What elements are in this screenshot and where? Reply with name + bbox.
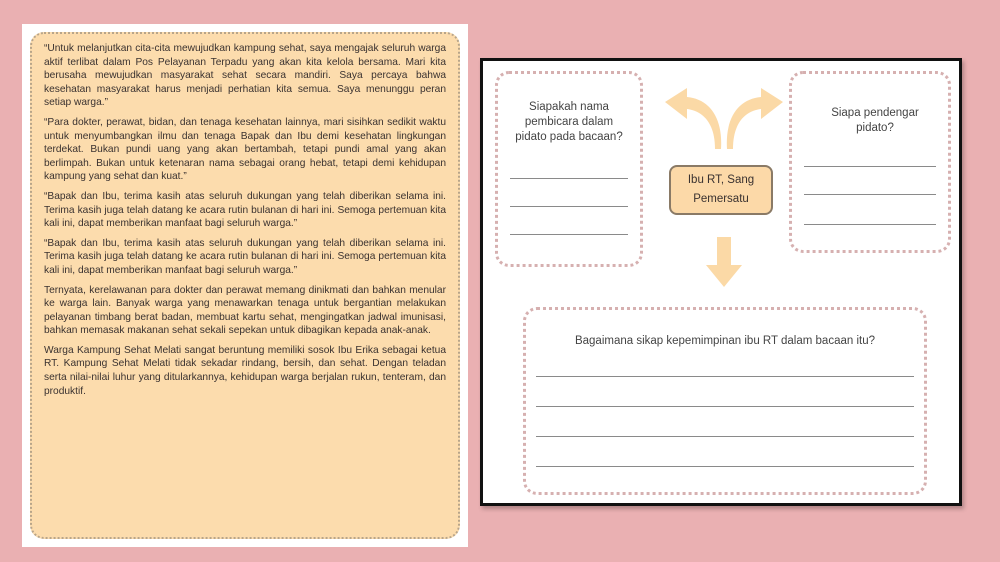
reading-text-box xyxy=(30,32,460,539)
listener-answer-line-3[interactable] xyxy=(804,224,936,225)
leadership-question: Bagaimana sikap kepemimpinan ibu RT dalam bacaan itu? xyxy=(574,335,876,347)
reading-panel xyxy=(22,24,468,547)
listener-question: Siapa pendengar pidato? xyxy=(831,107,919,134)
speaker-answer-line-2[interactable] xyxy=(510,206,628,207)
listener-answer-line-2[interactable] xyxy=(804,194,936,195)
speaker-answer-line-1[interactable] xyxy=(510,178,628,179)
reading-paragraph-5: Ternyata, kerelawanan para dokter dan perawat memang dinikmati dan bahkan menular ke warga lain. Banyak warga yang menawarkan tenaga untuk bergantian melakukan pelayanan timbang berat badan, membuat kartu sehat, mengingatkan jadwal imunisasi, bahkan memasak makanan sehat sekali sepekan untuk dibagikan kepada anak-anak. xyxy=(44,284,446,337)
reading-paragraph-2: “Para dokter, perawat, bidan, dan tenaga kesehatan lainnya, mari sisihkan sedikit waktu untuk menyumbangkan ilmu dan tenaga Bapak dan Ibu demi kesehatan lingkungan terdekat. Bukan pundi uang yang akan bertambah, tetapi pundi amal yang akan berlimpah. Bukan untuk ketenaran nama sebagai orang hebat, tetapi demi kehidupan kampung yang sehat dan kuat.” xyxy=(44,116,446,183)
leadership-answer-line-1[interactable] xyxy=(536,376,914,377)
leadership-question-box xyxy=(523,307,927,495)
down-arrow-icon xyxy=(705,237,743,289)
curved-arrow-right-icon xyxy=(725,87,785,149)
leadership-answer-line-2[interactable] xyxy=(536,406,914,407)
reading-paragraph-3: “Bapak dan Ibu, terima kasih atas seluruh dukungan yang telah diberikan selama ini. Terima kasih juga telah datang ke acara rutin bulanan di hari ini. Semoga pertemuan kita kali ini, dapat memberikan manfaat bagi seluruh warga.” xyxy=(44,190,446,230)
speaker-answer-line-3[interactable] xyxy=(510,234,628,235)
reading-paragraph-4: “Bapak dan Ibu, terima kasih atas seluruh dukungan yang telah diberikan selama ini. Terima kasih juga telah datang ke acara rutin bulanan di hari ini. Semoga pertemuan kita kali ini, dapat memberikan manfaat bagi seluruh warga.” xyxy=(44,237,446,276)
reading-paragraph-1: “Untuk melanjutkan cita-cita mewujudkan kampung sehat, saya mengajak seluruh warga aktif terlibat dalam Pos Pelayanan Terpadu yang akan kita kelola bersama. Mari kita berusaha mewujudkan masyarakat sehat secara mandiri. Saya percaya bahwa kesehatan masyarakat harus menjadi perhatian kita semua. Saya menunggu peran setiap warga.” xyxy=(44,43,446,109)
speaker-question: Siapakah nama pembicara dalam pidato pada bacaan? xyxy=(515,101,623,143)
leadership-answer-line-4[interactable] xyxy=(536,466,914,467)
speaker-question-box xyxy=(495,71,643,267)
leadership-answer-line-3[interactable] xyxy=(536,436,914,437)
reading-paragraph-6: Warga Kampung Sehat Melati sangat beruntung memiliki sosok Ibu Erika sebagai ketua RT. Kampung Sehat Melati tidak sekadar rindang, bersih, dan sehat. Dengan teladan serta nilai-nilai luhur yang ditularkannya, kehidupan warga berjalan rukun, tenteram, dan produktif. xyxy=(44,344,446,397)
worksheet-panel xyxy=(480,58,962,506)
listener-question-box xyxy=(789,71,951,253)
listener-answer-line-1[interactable] xyxy=(804,166,936,167)
center-title-card: Ibu RT, Sang Pemersatu xyxy=(669,165,773,215)
curved-arrow-left-icon xyxy=(663,87,723,149)
